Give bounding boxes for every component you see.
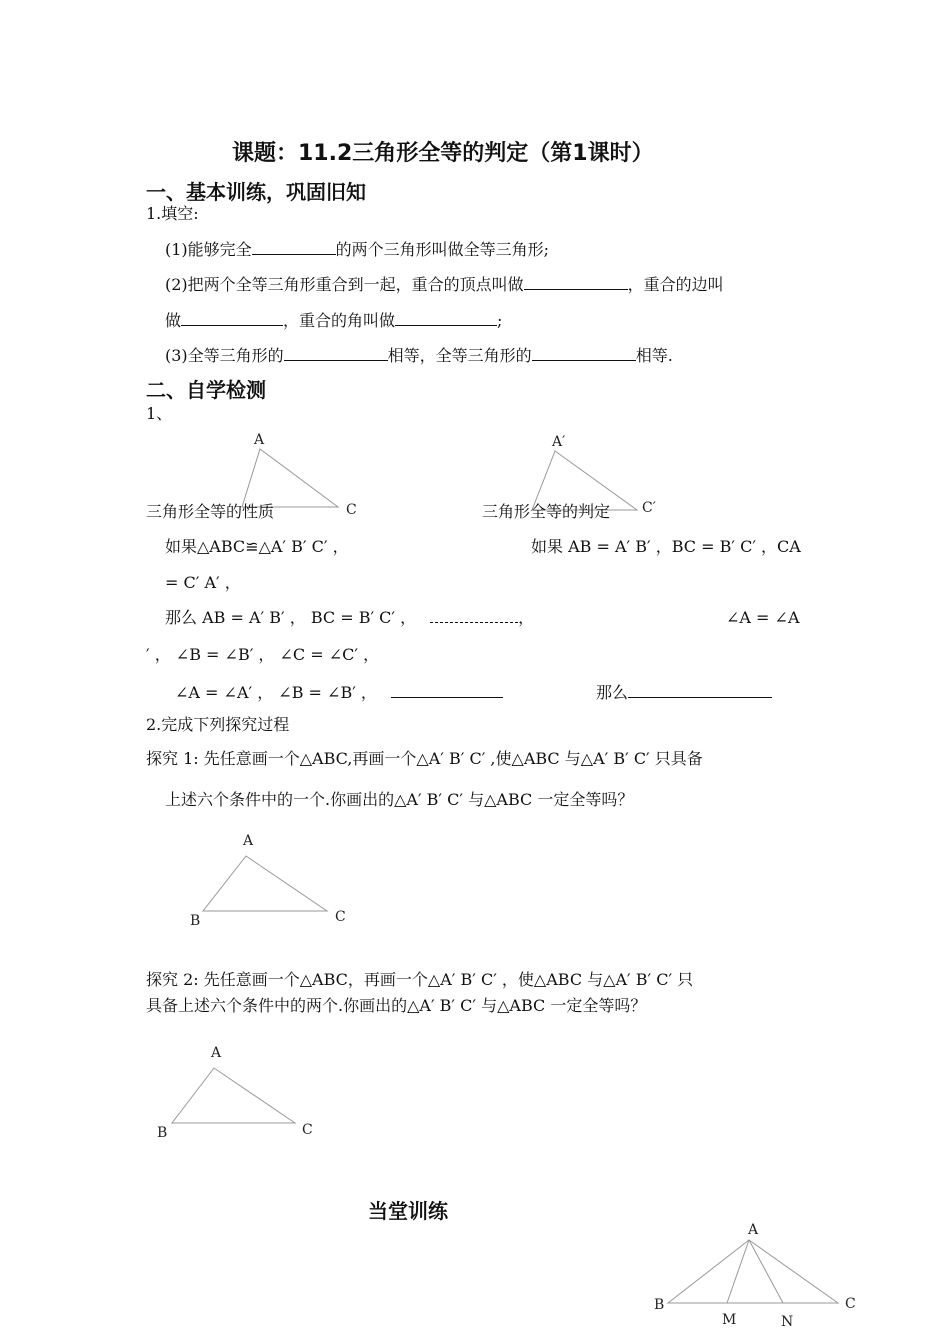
vertex-label-a: A [243,833,254,849]
angle-continuation: ′ ， ∠B = ∠B′ ， ∠C = ∠C′ ， [146,645,380,664]
angle-line-text: ∠A = ∠A′ ， ∠B = ∠B′ ， [175,683,377,702]
fill-2-text-b: ，重合的边叫 [627,275,724,294]
triangle-abc-shape [242,449,338,507]
vertex-label-a: A [211,1045,222,1061]
vertex-label-c-prime: C′ [642,500,656,516]
vertex-label-c: C [302,1122,313,1138]
segment-an [749,1240,783,1303]
section-heading-basic: 一、基本训练，巩固旧知 [146,180,366,204]
fill-1-text-a: (1)能够完全 [165,240,252,259]
fill-2-text-d: ，重合的角叫做 [283,311,396,330]
right-if-statement: 如果 AB = A′ B′ ，BC = B′ C′ ，CA [531,537,801,556]
practice-triangle-figure [645,1214,865,1344]
angle-a-start: ∠A = ∠A [726,608,800,627]
blank-dashed[interactable] [430,608,518,623]
vertex-label-c: C [346,502,357,518]
left-then-line [165,608,534,628]
fill-line-2 [165,273,724,295]
page-title: 课题：11.2三角形全等的判定（第1课时） [232,141,654,166]
point-label-n: N [781,1314,794,1330]
vertex-label-c: C [335,909,346,925]
fill-3-text-c: 相等. [635,346,673,365]
blank-8[interactable] [628,681,772,698]
section-heading-practice: 当堂训练 [368,1199,448,1223]
item-1-label: 1、 [146,404,173,423]
blank-4[interactable] [395,309,497,326]
blank-1[interactable] [252,238,336,255]
blank-7[interactable] [391,681,503,698]
explore-1-line-2: 上述六个条件中的一个.你画出的△A′ B′ C′ 与△ABC 一定全等吗？ [165,790,634,809]
practice-triangle-shape [668,1240,838,1303]
angle-line [175,681,503,703]
blank-6[interactable] [532,344,636,361]
left-then-text: 那么 AB = A′ B′ ， BC = B′ C′ ， [165,608,417,627]
question-2-label: 2.完成下列探究过程 [146,715,290,734]
then-line [596,681,772,703]
vertex-label-b: B [157,1125,168,1141]
vertex-label-a: A [748,1222,759,1238]
explore-2-triangle-shape [172,1068,295,1123]
section-heading-selfcheck: 二、自学检测 [146,378,266,402]
explore-2-line-1: 探究 2: 先任意画一个△ABC，再画一个△A′ B′ C′ ，使△ABC 与△A′ B′ C′ 只 [146,970,694,989]
fill-3-text-a: (3)全等三角形的 [165,346,284,365]
explore-2-line-2: 具备上述六个条件中的两个.你画出的△A′ B′ C′ 与△ABC 一定全等吗？ [146,996,647,1015]
fill-3-text-b: 相等，全等三角形的 [387,346,532,365]
explore-2-triangle-figure [150,1040,330,1145]
fill-2-text-a: (2)把两个全等三角形重合到一起，重合的顶点叫做 [165,275,524,294]
vertex-label-a-prime: A′ [552,434,566,450]
vertex-label-c: C [845,1296,856,1312]
fill-2-text-e: ; [497,311,503,330]
segment-am [727,1240,749,1303]
fill-1-text-b: 的两个三角形叫做全等三角形; [335,240,550,259]
vertex-label-b: B [190,913,201,929]
caption-property: 三角形全等的性质 [146,502,275,521]
caption-criterion: 三角形全等的判定 [482,502,611,521]
blank-5[interactable] [284,344,388,361]
explore-1-line-1: 探究 1: 先任意画一个△ABC,再画一个△A′ B′ C′ ,使△ABC 与△A′ B′ C′ 只具备 [146,749,703,768]
fill-line-3 [165,344,673,366]
fill-line-1 [165,238,549,260]
blank-2[interactable] [524,273,628,290]
blank-3[interactable] [181,309,283,326]
explore-1-triangle-shape [203,856,327,911]
right-if-continuation: = C′ A′ ， [165,573,241,592]
then-label: 那么 [596,683,629,702]
explore-1-triangle-figure [182,828,362,933]
fill-2-text-c: 做 [165,311,182,330]
left-if-statement: 如果△ABC≌△A′ B′ C′ ， [165,537,349,556]
vertex-label-a: A [254,432,265,448]
fill-line-2b [165,309,502,331]
left-then-end: ， [518,608,535,627]
vertex-label-b: B [654,1297,665,1313]
question-1-label: 1.填空: [146,204,199,223]
point-label-m: M [722,1312,737,1328]
